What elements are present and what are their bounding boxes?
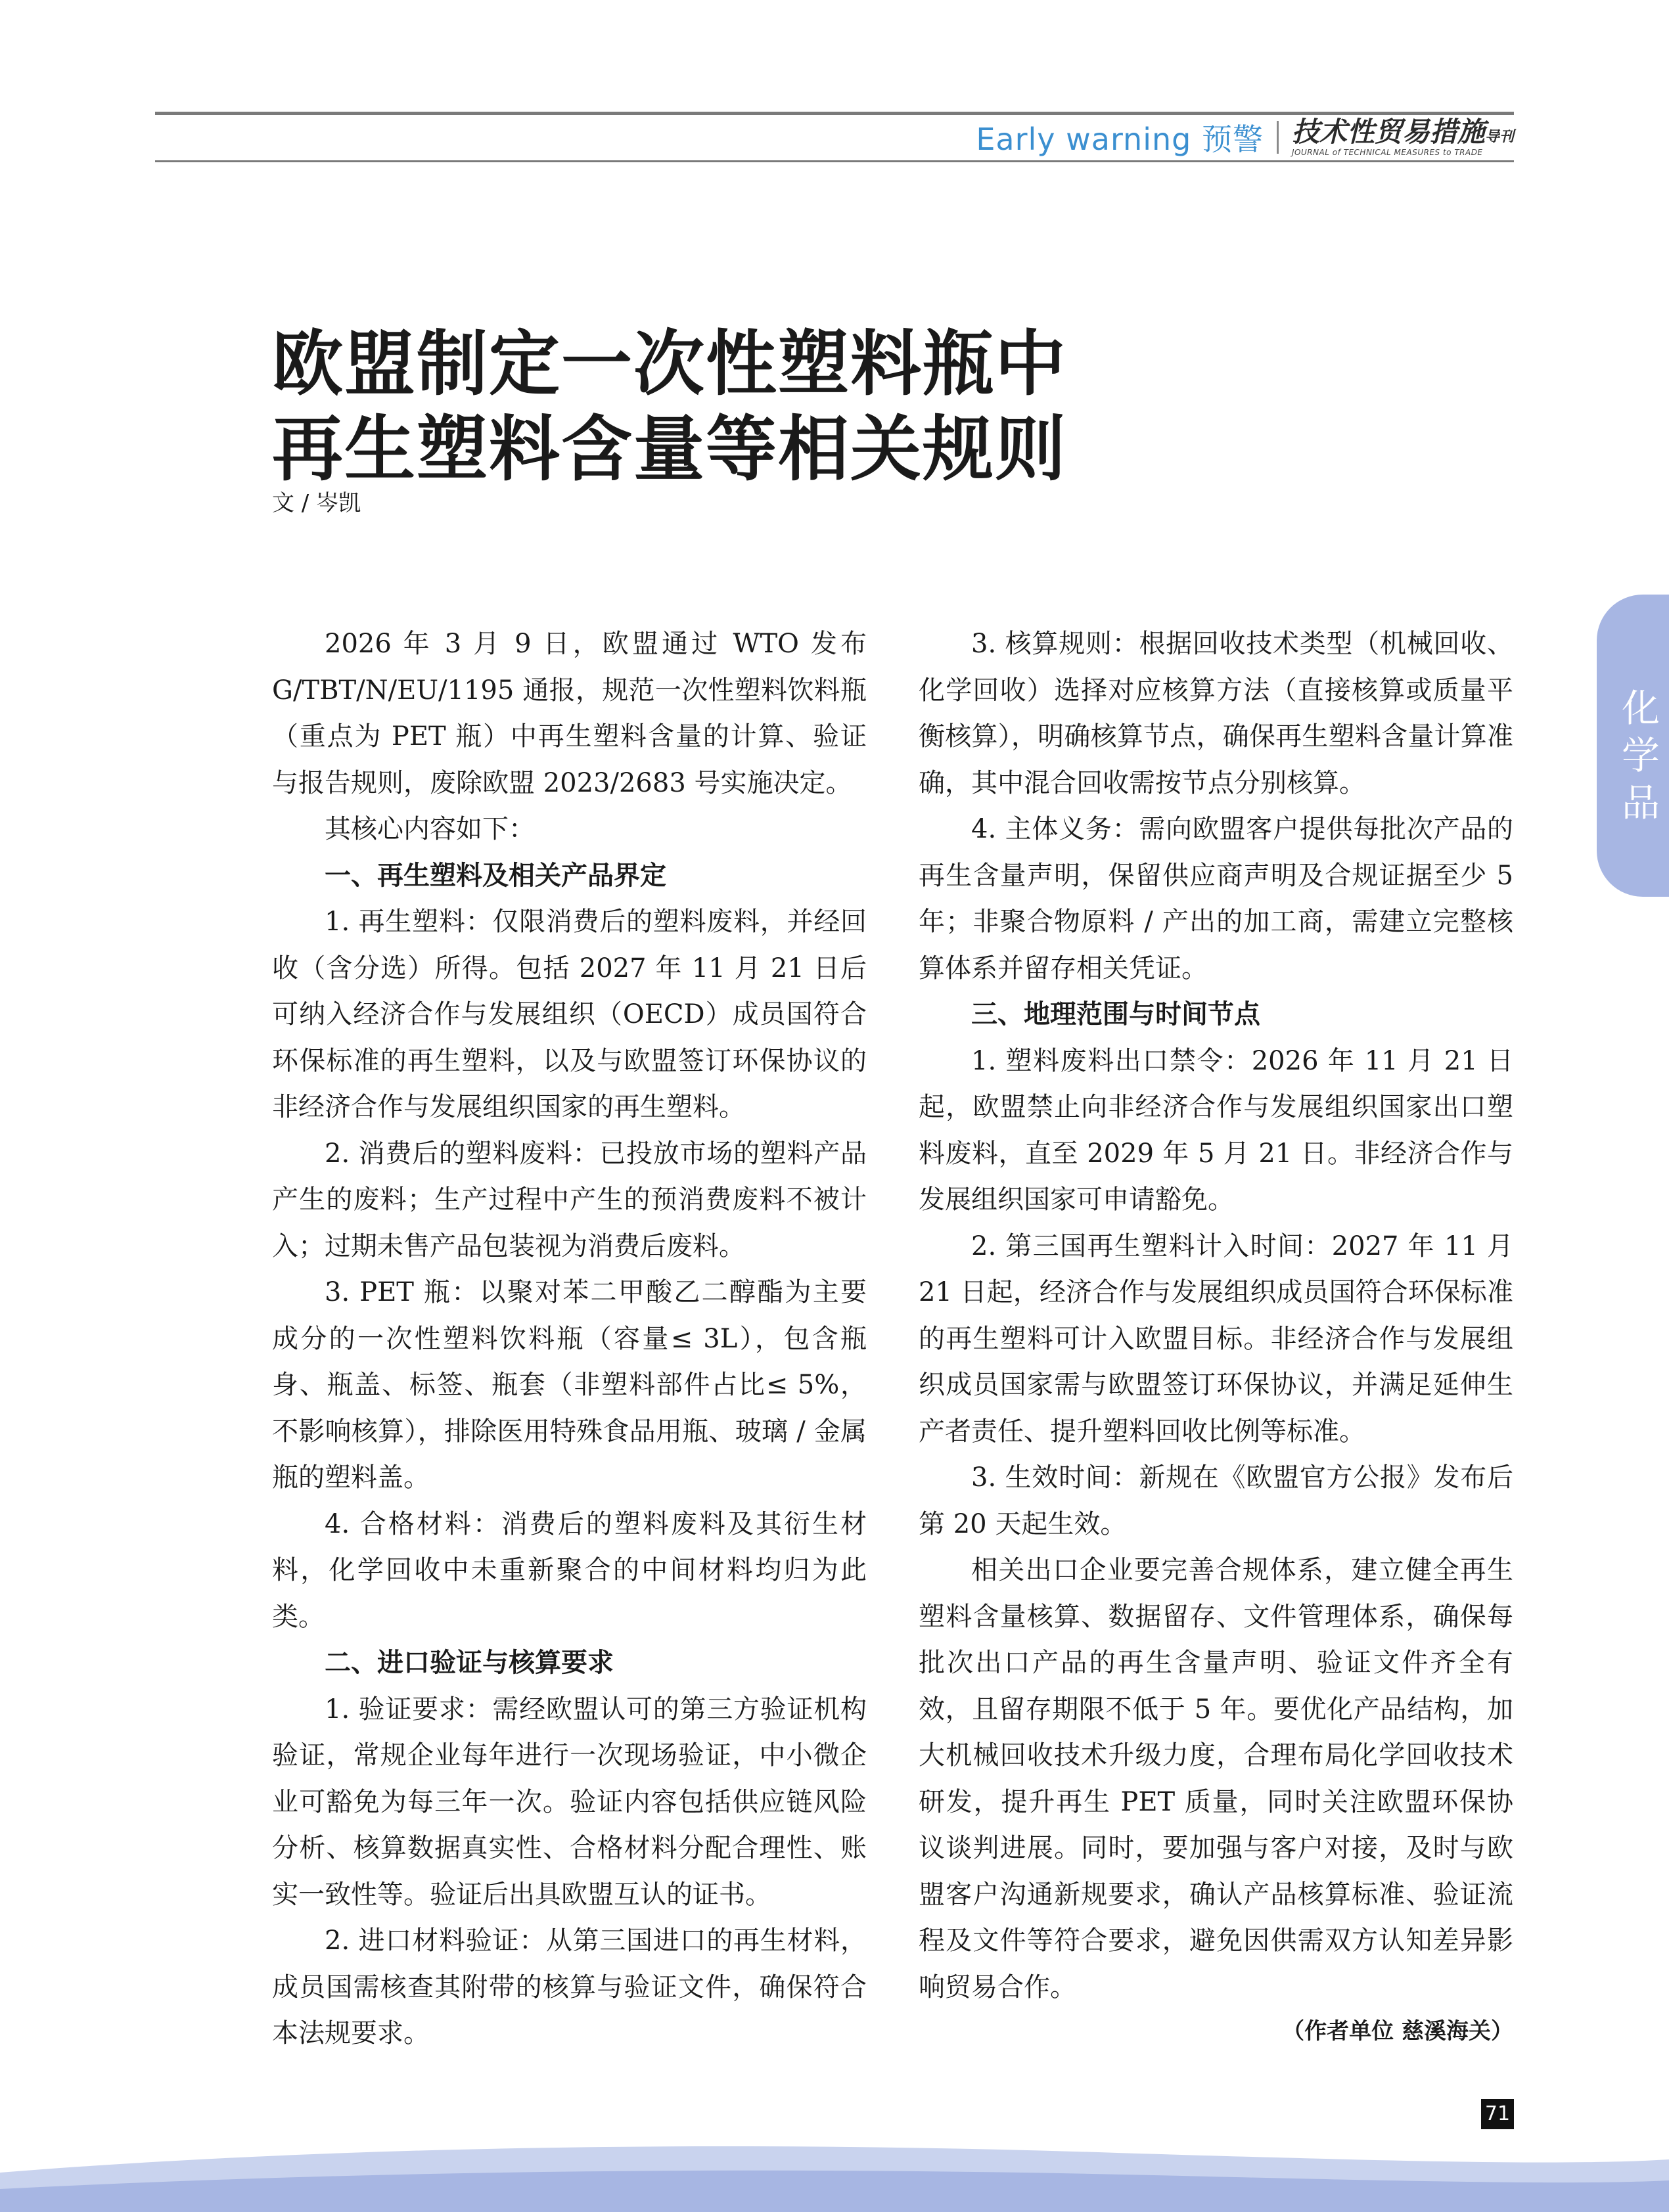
body-paragraph: 1. 验证要求：需经欧盟认可的第三方验证机构验证，常规企业每年进行一次现场验证，中小微企业可豁免为每三年一次。验证内容包括供应链风险分析、核算数据真实性、合格材料分配合理性、账实一致性等。验证后出具欧盟互认的证书。 <box>272 1694 867 1910</box>
header-rule-bottom <box>155 160 1514 162</box>
body-column-right <box>919 621 1513 2051</box>
journal-english-name: JOURNAL of TECHNICAL MEASURES to TRADE <box>1291 148 1483 157</box>
section-heading: 二、进口验证与核算要求 <box>325 1647 614 1678</box>
title-line-1: 欧盟制定一次性塑料瓶中 <box>272 323 1068 405</box>
author-byline: 文 / 岑凯 <box>272 490 361 516</box>
header-divider <box>1277 121 1279 154</box>
body-paragraph: 4. 主体义务：需向欧盟客户提供每批次产品的再生含量声明，保留供应商声明及合规证据至少 5 年；非聚合物原料 / 产出的加工商，需建立完整核算体系并留存相关凭证。 <box>919 814 1513 983</box>
article-title <box>272 322 1067 493</box>
author-affiliation: （作者单位 慈溪海关） <box>1282 2018 1513 2044</box>
section-heading: 一、再生塑料及相关产品界定 <box>325 859 666 891</box>
journal-logo <box>1292 118 1514 156</box>
section-heading: 三、地理范围与时间节点 <box>971 999 1260 1029</box>
header-rule-top <box>155 112 1514 115</box>
body-paragraph: 4. 合格材料：消费后的塑料废料及其衍生材料，化学回收中未重新聚合的中间材料均归为此类。 <box>272 1508 867 1632</box>
body-paragraph: 1. 塑料废料出口禁令：2026 年 11 月 21 日起，欧盟禁止向非经济合作与发展组织国家出口塑料废料，直至 2029 年 5 月 21 日。非经济合作与发展组织国家可申请豁免。 <box>919 1045 1513 1215</box>
title-line-2: 再生塑料含量等相关规则 <box>272 409 1068 491</box>
body-paragraph: 1. 再生塑料：仅限消费后的塑料废料，并经回收（含分选）所得。包括 2027 年 11 月 21 日后可纳入经济合作与发展组织（OECD）成员国符合环保标准的再生塑料，以及与欧盟签订环保协议的非经济合作与发展组织国家的再生塑料。 <box>272 907 867 1122</box>
body-paragraph: 2026 年 3 月 9 日，欧盟通过 WTO 发布 G/TBT/N/EU/1195 通报，规范一次性塑料饮料瓶（重点为 PET 瓶）中再生塑料含量的计算、验证与报告规则，废除欧盟 2023/2683 号实施决定。 <box>272 629 867 798</box>
journal-suffix: 导刊 <box>1484 129 1514 145</box>
body-paragraph: 3. 核算规则：根据回收技术类型（机械回收、化学回收）选择对应核算方法（直接核算或质量平衡核算），明确核算节点，确保再生塑料含量计算准确，其中混合回收需按节点分别核算。 <box>919 629 1513 798</box>
body-paragraph: 3. PET 瓶：以聚对苯二甲酸乙二醇酯为主要成分的一次性塑料饮料瓶（容量≤ 3L），包含瓶身、瓶盖、标签、瓶套（非塑料部件占比≤ 5%，不影响核算），排除医用特殊食品用瓶、玻璃 / 金属瓶的塑料盖。 <box>272 1277 867 1493</box>
body-paragraph: 2. 消费后的塑料废料：已投放市场的塑料产品产生的废料；生产过程中产生的预消费废料不被计入；过期未售产品包装视为消费后废料。 <box>272 1138 867 1261</box>
body-column-left <box>272 621 867 2057</box>
running-header <box>976 116 1514 159</box>
body-paragraph: 3. 生效时间：新规在《欧盟官方公报》发布后第 20 天起生效。 <box>919 1462 1513 1539</box>
body-paragraph: 其核心内容如下： <box>325 814 535 844</box>
page-number: 71 <box>1481 2099 1514 2129</box>
section-tab-label: 化学品 <box>1621 686 1660 825</box>
journal-name: 技术性贸易措施导刊 <box>1291 116 1514 148</box>
early-warning-label: Early warning 预警 <box>976 122 1264 157</box>
footer-wave-decoration <box>0 2120 1669 2212</box>
body-paragraph: 2. 第三国再生塑料计入时间：2027 年 11 月 21 日起，经济合作与发展组织成员国符合环保标准的再生塑料可计入欧盟目标。非经济合作与发展组织成员国家需与欧盟签订环保协议，并满足延伸生产者责任、提升塑料回收比例等标准。 <box>919 1230 1513 1447</box>
body-paragraph: 2. 进口材料验证：从第三国进口的再生材料，成员国需核查其附带的核算与验证文件，确保符合本法规要求。 <box>272 1926 867 2048</box>
body-paragraph: 相关出口企业要完善合规体系，建立健全再生塑料含量核算、数据留存、文件管理体系，确保每批次出口产品的再生含量声明、验证文件齐全有效，且留存期限不低于 5 年。要优化产品结构，加大机械回收技术升级力度，合理布局化学回收技术研发，提升再生 PET 质量，同时关注欧盟环保协议谈判进展。同时，要加强与客户对接，及时与欧盟客户沟通新规要求，确认产品核算标准、验证流程及文件等符合要求，避免因供需双方认知差异影响贸易合作。 <box>919 1555 1513 2002</box>
